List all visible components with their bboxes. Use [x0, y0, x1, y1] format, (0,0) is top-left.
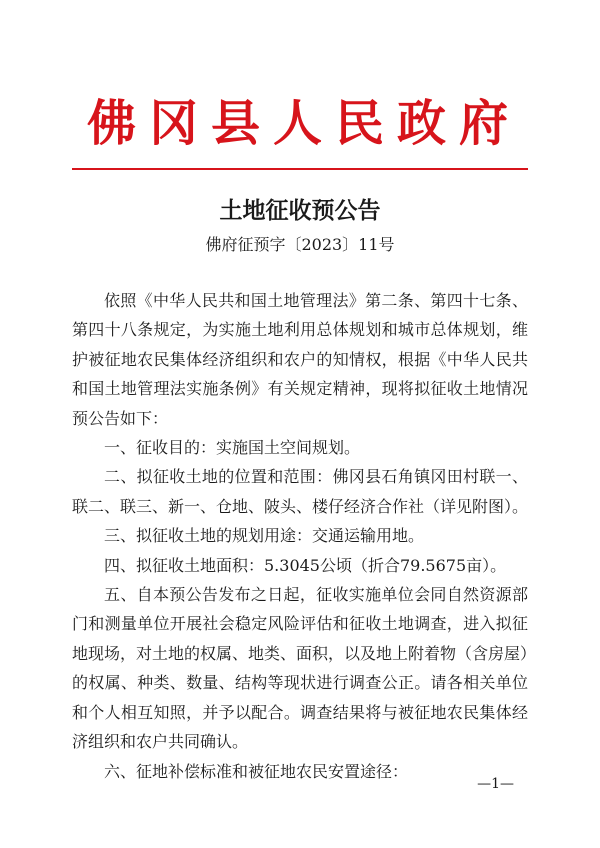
document-body	[72, 286, 528, 786]
paragraph-intro: 依照《中华人民共和国土地管理法》第二条、第四十七条、第四十八条规定，为实施土地利用总体规划和城市总体规划，维护被征地农民集体经济组织和农户的知情权，根据《中华人民共和国土地管理法实施条例》有关规定精神，现将拟征收土地情况预公告如下：	[72, 291, 528, 428]
document-number: 佛府征预字〔2023〕11号	[205, 235, 395, 254]
document-title: 土地征收预公告	[219, 197, 381, 224]
masthead-divider	[72, 168, 528, 170]
paragraph-compensation: 六、征地补偿标准和被征地农民安置途径：	[104, 761, 409, 781]
paragraph-area: 四、拟征收土地面积：5.3045公顷（折合79.5675亩）。	[104, 555, 507, 575]
paragraph-location: 二、拟征收土地的位置和范围：佛冈县石角镇冈田村联一、联二、联三、新一、仓地、陂头、楼仔经济合作社（详见附图）。	[72, 467, 529, 516]
paragraph-purpose: 一、征收目的：实施国土空间规划。	[104, 438, 361, 458]
paragraph-planned-use: 三、拟征收土地的规划用途：交通运输用地。	[104, 526, 425, 546]
masthead: 佛冈县人民政府	[86, 94, 521, 152]
paragraph-survey: 五、自本预公告发布之日起，征收实施单位会同自然资源部门和测量单位开展社会稳定风险评估和征收土地调查，进入拟征地现场，对土地的权属、地类、面积，以及地上附着物（含房屋）的权属、种类、数量、结构等现状进行调查公正。请各相关单位和个人相互知照，并予以配合。调查结果将与被征地农民集体经济组织和农户共同确认。	[72, 585, 529, 752]
page-number: —1—	[477, 776, 514, 792]
